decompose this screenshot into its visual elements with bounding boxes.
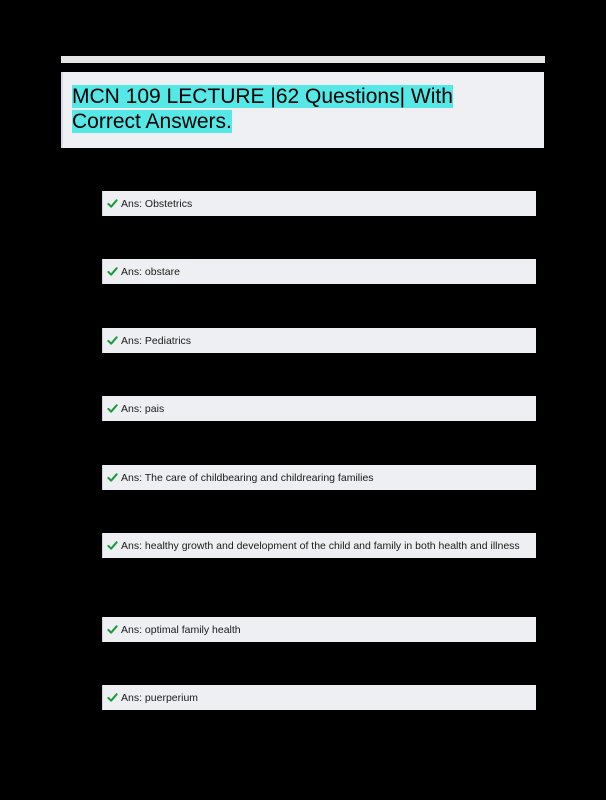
answer-text: Ans: optimal family health	[121, 623, 241, 636]
document-title	[72, 84, 522, 134]
answer-text: Ans: The care of childbearing and childrearing families	[121, 471, 374, 484]
answer-text: Ans: puerperium	[121, 691, 199, 704]
check-icon	[107, 198, 118, 209]
answer-item	[102, 685, 536, 710]
title-box	[61, 72, 544, 148]
answer-text: Ans: Obstetrics	[121, 197, 193, 210]
answer-item	[102, 617, 536, 642]
answer-item	[102, 328, 536, 353]
answer-item	[102, 465, 536, 490]
document-title-text: MCN 109 LECTURE |62 Questions| With Correct Answers.	[72, 85, 453, 133]
answer-text: Ans: Pediatrics	[121, 334, 192, 347]
answer-item	[102, 533, 536, 558]
check-icon	[107, 335, 118, 346]
check-icon	[107, 266, 118, 277]
answer-text: Ans: healthy growth and development of the child and family in both health and illness	[121, 539, 520, 552]
answer-item	[102, 259, 536, 284]
answer-item	[102, 396, 536, 421]
check-icon	[107, 624, 118, 635]
check-icon	[107, 472, 118, 483]
header-rule	[61, 56, 545, 63]
check-icon	[107, 403, 118, 414]
check-icon	[107, 692, 118, 703]
answer-text: Ans: pais	[121, 402, 165, 415]
check-icon	[107, 540, 118, 551]
answer-item	[102, 191, 536, 216]
answer-text: Ans: obstare	[121, 265, 180, 278]
